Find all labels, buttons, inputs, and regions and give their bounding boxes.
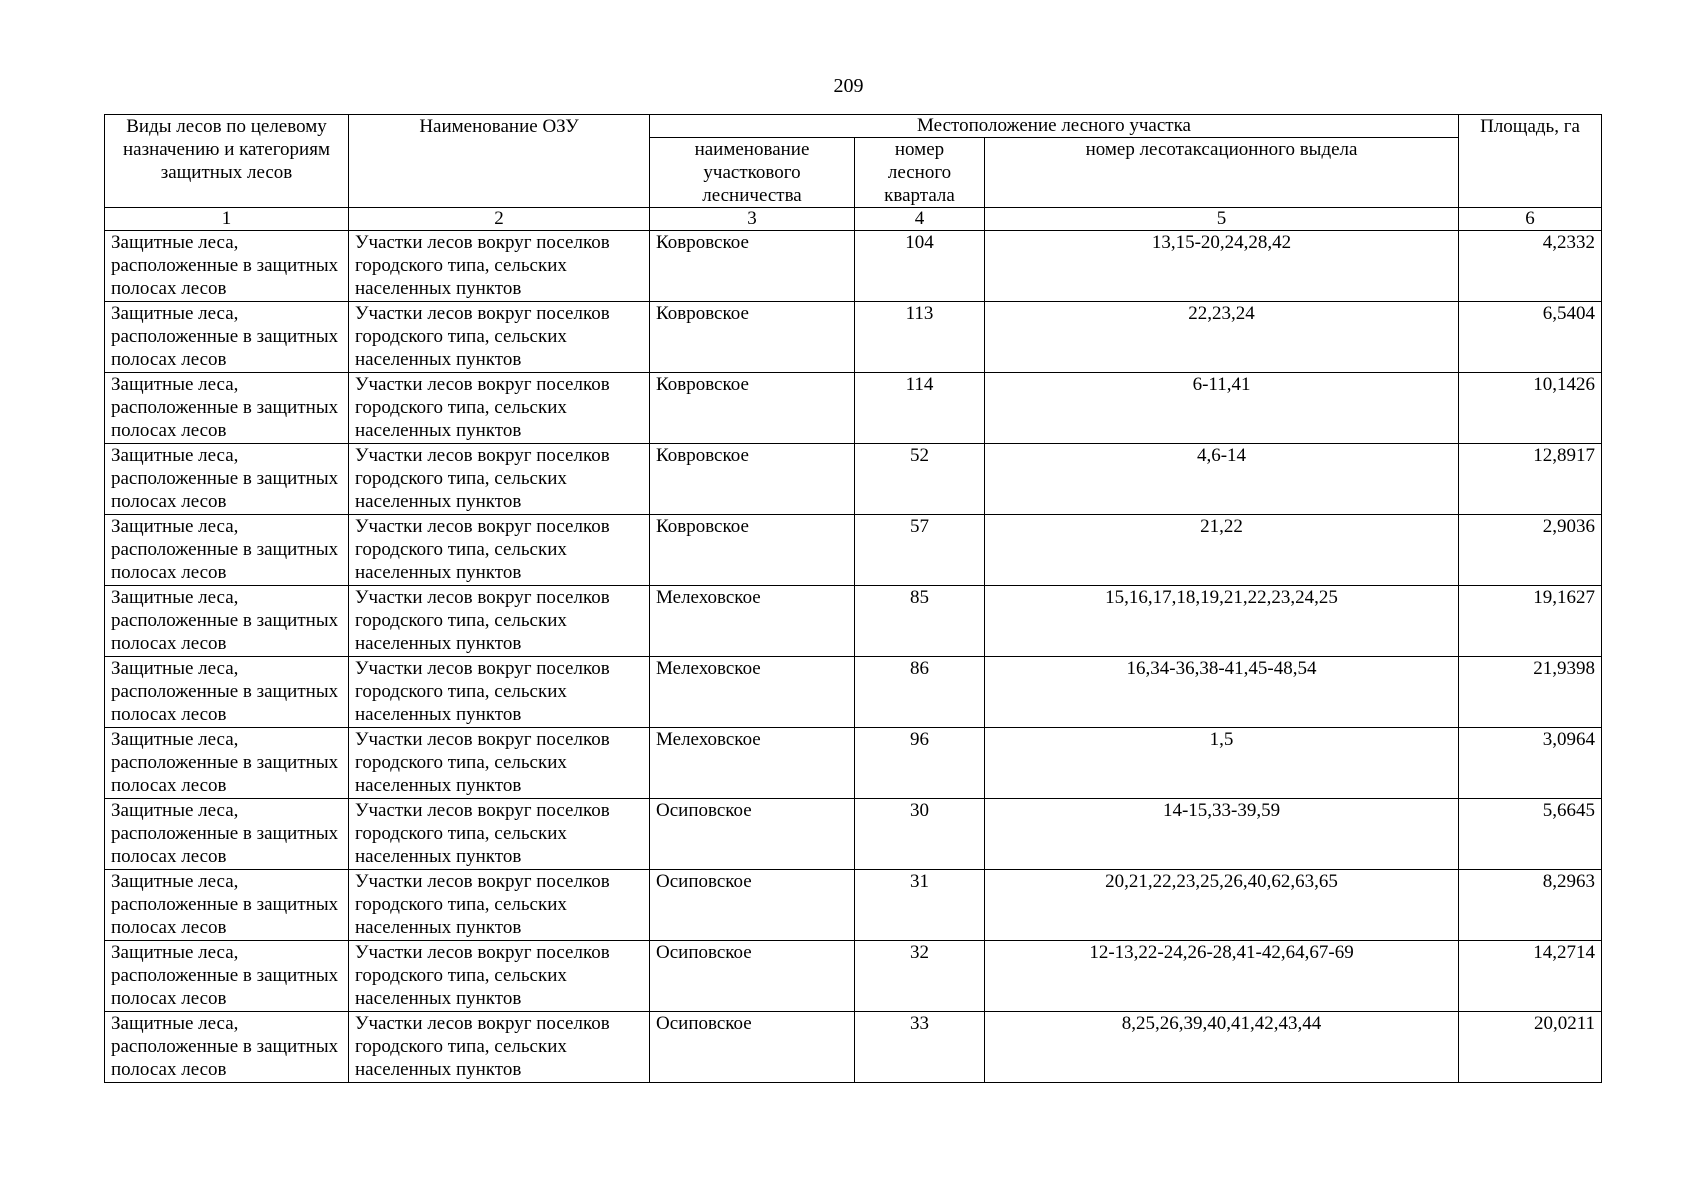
table-row [105, 515, 1602, 586]
cell-ozu-name: Участки лесов вокруг поселков городского типа, сельских населенных пунктов [349, 231, 650, 302]
table-row [105, 1012, 1602, 1083]
cell-forest-type: Защитные леса, расположенные в защитных полосах лесов [105, 1012, 349, 1083]
column-number: 2 [349, 208, 650, 231]
cell-forestry-name: Осиповское [650, 870, 855, 941]
page-number: 209 [833, 75, 864, 97]
cell-ozu-name: Участки лесов вокруг поселков городского типа, сельских населенных пунктов [349, 515, 650, 586]
cell-ozu-name: Участки лесов вокруг поселков городского типа, сельских населенных пунктов [349, 657, 650, 728]
cell-area: 3,0964 [1459, 728, 1602, 799]
cell-forest-type: Защитные леса, расположенные в защитных полосах лесов [105, 941, 349, 1012]
cell-forestry-name: Ковровское [650, 373, 855, 444]
cell-quarter-number: 30 [855, 799, 985, 870]
cell-area: 14,2714 [1459, 941, 1602, 1012]
table-row [105, 941, 1602, 1012]
column-number: 4 [855, 208, 985, 231]
cell-quarter-number: 31 [855, 870, 985, 941]
column-number: 6 [1459, 208, 1602, 231]
header-forest-type: Виды лесов по целевому назначению и категориям защитных лесов [105, 115, 349, 208]
header-allotment-number: номер лесотаксационного выдела [985, 138, 1459, 208]
cell-allotment-numbers: 16,34-36,38-41,45-48,54 [985, 657, 1459, 728]
cell-quarter-number: 104 [855, 231, 985, 302]
cell-forestry-name: Осиповское [650, 1012, 855, 1083]
cell-forestry-name: Осиповское [650, 799, 855, 870]
cell-area: 2,9036 [1459, 515, 1602, 586]
table-row [105, 444, 1602, 515]
cell-ozu-name: Участки лесов вокруг поселков городского типа, сельских населенных пунктов [349, 302, 650, 373]
cell-area: 4,2332 [1459, 231, 1602, 302]
header-ozu-name: Наименование ОЗУ [349, 115, 650, 208]
table-row [105, 657, 1602, 728]
cell-forestry-name: Мелеховское [650, 657, 855, 728]
cell-forestry-name: Мелеховское [650, 728, 855, 799]
cell-allotment-numbers: 4,6-14 [985, 444, 1459, 515]
table-row [105, 870, 1602, 941]
cell-forestry-name: Ковровское [650, 231, 855, 302]
cell-area: 20,0211 [1459, 1012, 1602, 1083]
header-forestry-name: наименование участкового лесничества [650, 138, 855, 208]
table-row [105, 302, 1602, 373]
cell-area: 6,5404 [1459, 302, 1602, 373]
cell-forest-type: Защитные леса, расположенные в защитных полосах лесов [105, 444, 349, 515]
cell-quarter-number: 57 [855, 515, 985, 586]
column-number: 5 [985, 208, 1459, 231]
cell-ozu-name: Участки лесов вокруг поселков городского типа, сельских населенных пунктов [349, 728, 650, 799]
cell-forestry-name: Ковровское [650, 515, 855, 586]
cell-forest-type: Защитные леса, расположенные в защитных полосах лесов [105, 373, 349, 444]
cell-quarter-number: 113 [855, 302, 985, 373]
cell-forest-type: Защитные леса, расположенные в защитных полосах лесов [105, 515, 349, 586]
forest-plots-table [104, 114, 1602, 1083]
column-number-row [105, 208, 1602, 231]
cell-allotment-numbers: 15,16,17,18,19,21,22,23,24,25 [985, 586, 1459, 657]
cell-allotment-numbers: 13,15-20,24,28,42 [985, 231, 1459, 302]
cell-area: 21,9398 [1459, 657, 1602, 728]
cell-quarter-number: 96 [855, 728, 985, 799]
cell-ozu-name: Участки лесов вокруг поселков городского типа, сельских населенных пунктов [349, 373, 650, 444]
column-number: 3 [650, 208, 855, 231]
cell-allotment-numbers: 6-11,41 [985, 373, 1459, 444]
header-location-group: Местоположение лесного участка [650, 115, 1459, 138]
table-row [105, 728, 1602, 799]
cell-forestry-name: Осиповское [650, 941, 855, 1012]
cell-forest-type: Защитные леса, расположенные в защитных полосах лесов [105, 586, 349, 657]
cell-quarter-number: 32 [855, 941, 985, 1012]
cell-area: 10,1426 [1459, 373, 1602, 444]
header-area: Площадь, га [1459, 115, 1602, 208]
cell-quarter-number: 85 [855, 586, 985, 657]
cell-ozu-name: Участки лесов вокруг поселков городского типа, сельских населенных пунктов [349, 444, 650, 515]
cell-forest-type: Защитные леса, расположенные в защитных полосах лесов [105, 728, 349, 799]
table-row [105, 231, 1602, 302]
cell-area: 12,8917 [1459, 444, 1602, 515]
cell-area: 19,1627 [1459, 586, 1602, 657]
header-row-top [105, 115, 1602, 138]
cell-forest-type: Защитные леса, расположенные в защитных полосах лесов [105, 870, 349, 941]
cell-allotment-numbers: 1,5 [985, 728, 1459, 799]
cell-allotment-numbers: 22,23,24 [985, 302, 1459, 373]
cell-forest-type: Защитные леса, расположенные в защитных полосах лесов [105, 231, 349, 302]
cell-allotment-numbers: 12-13,22-24,26-28,41-42,64,67-69 [985, 941, 1459, 1012]
cell-area: 5,6645 [1459, 799, 1602, 870]
cell-allotment-numbers: 20,21,22,23,25,26,40,62,63,65 [985, 870, 1459, 941]
column-number: 1 [105, 208, 349, 231]
cell-ozu-name: Участки лесов вокруг поселков городского типа, сельских населенных пунктов [349, 586, 650, 657]
cell-quarter-number: 86 [855, 657, 985, 728]
cell-forest-type: Защитные леса, расположенные в защитных полосах лесов [105, 657, 349, 728]
cell-allotment-numbers: 21,22 [985, 515, 1459, 586]
cell-ozu-name: Участки лесов вокруг поселков городского типа, сельских населенных пунктов [349, 1012, 650, 1083]
table-row [105, 799, 1602, 870]
header-quarter-number: номер лесного квартала [855, 138, 985, 208]
table-row [105, 373, 1602, 444]
cell-ozu-name: Участки лесов вокруг поселков городского типа, сельских населенных пунктов [349, 941, 650, 1012]
cell-quarter-number: 33 [855, 1012, 985, 1083]
table-body [105, 231, 1602, 1083]
cell-forest-type: Защитные леса, расположенные в защитных полосах лесов [105, 302, 349, 373]
cell-forestry-name: Ковровское [650, 444, 855, 515]
cell-quarter-number: 52 [855, 444, 985, 515]
cell-ozu-name: Участки лесов вокруг поселков городского типа, сельских населенных пунктов [349, 870, 650, 941]
cell-quarter-number: 114 [855, 373, 985, 444]
cell-allotment-numbers: 8,25,26,39,40,41,42,43,44 [985, 1012, 1459, 1083]
cell-ozu-name: Участки лесов вокруг поселков городского типа, сельских населенных пунктов [349, 799, 650, 870]
table-row [105, 586, 1602, 657]
cell-allotment-numbers: 14-15,33-39,59 [985, 799, 1459, 870]
cell-forest-type: Защитные леса, расположенные в защитных полосах лесов [105, 799, 349, 870]
cell-forestry-name: Ковровское [650, 302, 855, 373]
cell-forestry-name: Мелеховское [650, 586, 855, 657]
cell-area: 8,2963 [1459, 870, 1602, 941]
